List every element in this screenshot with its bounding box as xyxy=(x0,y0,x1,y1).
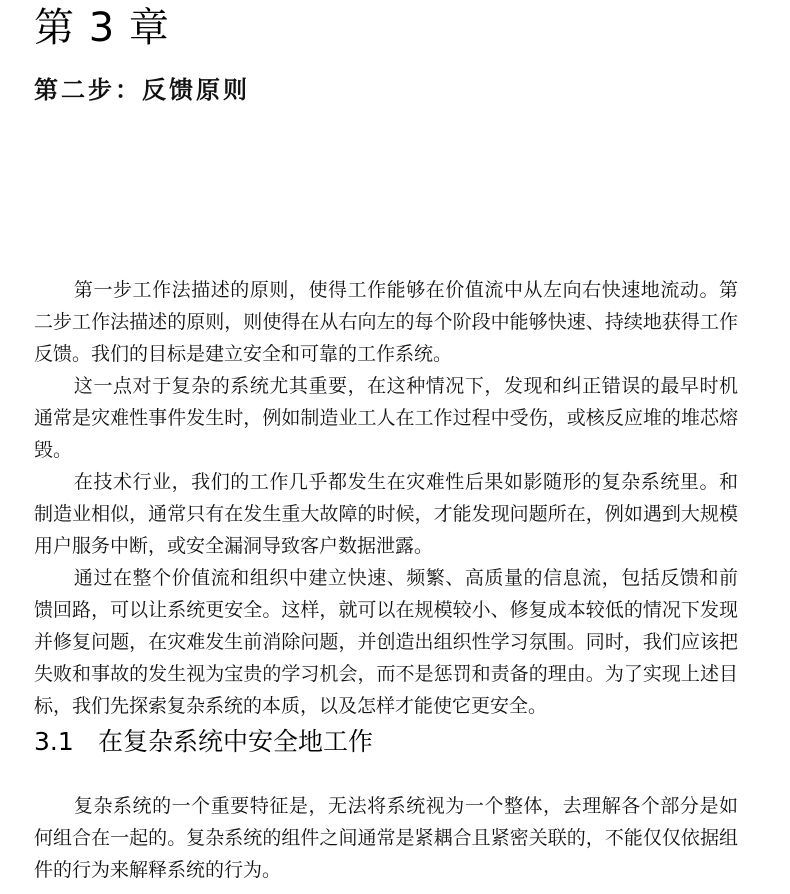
intro-body xyxy=(34,274,738,722)
section-heading xyxy=(34,724,373,760)
section-paragraph-1: 复杂系统的一个重要特征是，无法将系统视为一个整体，去理解各个部分是如何组合在一起的。复杂系统的组件之间通常是紧耦合且紧密关联的，不能仅仅依据组件的行为来解释系统的行为。 xyxy=(34,795,738,881)
section-title: 在复杂系统中安全地工作 xyxy=(98,727,374,756)
intro-paragraph-2: 这一点对于复杂的系统尤其重要，在这种情况下，发现和纠正错误的最早时机通常是灾难性事件发生时，例如制造业工人在工作过程中受伤，或核反应堆的堆芯熔毁。 xyxy=(34,375,738,461)
chapter-subtitle: 第二步：反馈原则 xyxy=(34,75,250,104)
intro-paragraph-1: 第一步工作法描述的原则，使得工作能够在价值流中从左向右快速地流动。第二步工作法描述的原则，则使得在从右向左的每个阶段中能够快速、持续地获得工作反馈。我们的目标是建立安全和可靠的工作系统。 xyxy=(34,279,738,365)
section-number: 3.1 xyxy=(34,727,74,756)
chapter-title: 第 3 章 xyxy=(34,5,170,51)
intro-paragraph-3: 在技术行业，我们的工作几乎都发生在灾难性后果如影随形的复杂系统里。和制造业相似，通常只有在发生重大故障的时候，才能发现问题所在，例如遇到大规模用户服务中断，或安全漏洞导致客户数据泄露。 xyxy=(34,471,738,557)
intro-paragraph-4: 通过在整个价值流和组织中建立快速、频繁、高质量的信息流，包括反馈和前馈回路，可以让系统更安全。这样，就可以在规模较小、修复成本较低的情况下发现并修复问题，在灾难发生前消除问题，并创造出组织性学习氛围。同时，我们应该把失败和事故的发生视为宝贵的学习机会，而不是惩罚和责备的理由。为了实现上述目标，我们先探索复杂系统的本质，以及怎样才能使它更安全。 xyxy=(34,567,738,717)
section-body xyxy=(34,790,738,886)
